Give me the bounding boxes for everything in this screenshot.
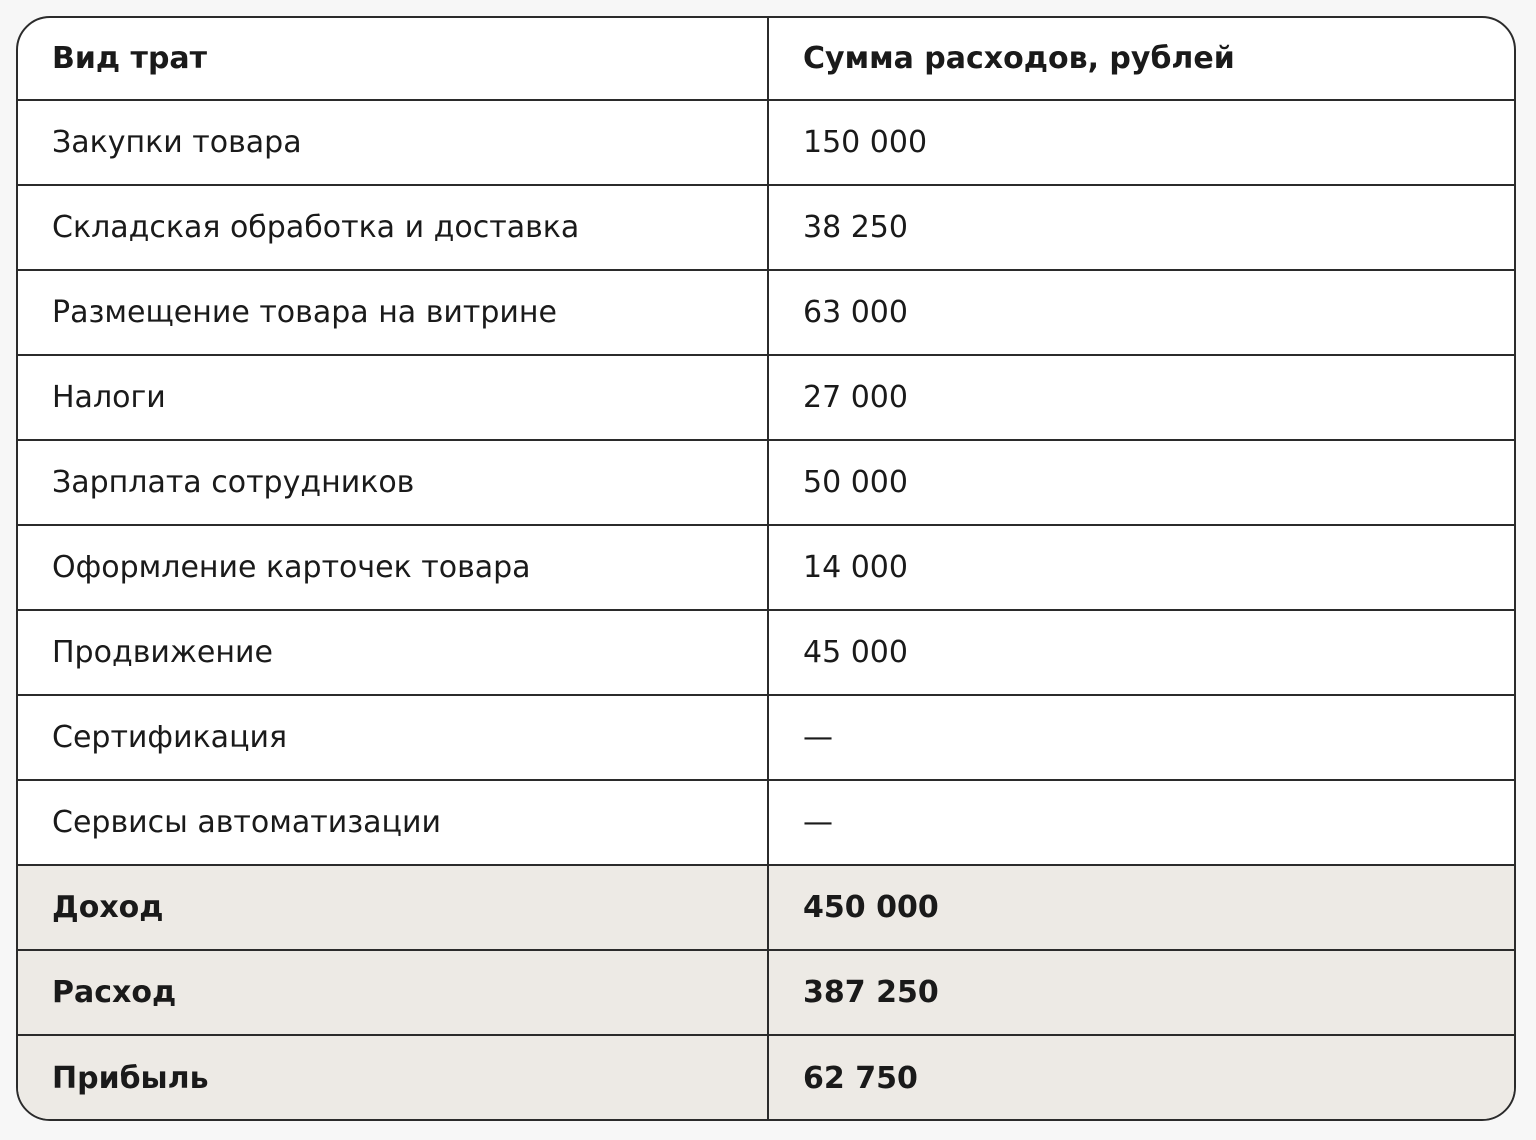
table-row: [18, 185, 1514, 270]
row-value: 63 000: [768, 270, 1514, 355]
table-row: [18, 100, 1514, 185]
table-row: [18, 440, 1514, 525]
total-row-expense: [18, 950, 1514, 1035]
table-row: [18, 525, 1514, 610]
row-label: Закупки товара: [18, 100, 768, 185]
row-label: Размещение товара на витрине: [18, 270, 768, 355]
row-value: 14 000: [768, 525, 1514, 610]
expenses-table-container: [16, 16, 1516, 1121]
row-value: 27 000: [768, 355, 1514, 440]
table-header-row: [18, 18, 1514, 100]
row-value: —: [768, 780, 1514, 865]
expenses-table: [18, 18, 1514, 1120]
total-label: Прибыль: [18, 1035, 768, 1120]
row-value: 150 000: [768, 100, 1514, 185]
row-label: Продвижение: [18, 610, 768, 695]
total-label: Доход: [18, 865, 768, 950]
total-row-profit: [18, 1035, 1514, 1120]
total-value: 387 250: [768, 950, 1514, 1035]
row-value: 50 000: [768, 440, 1514, 525]
row-label: Оформление карточек товара: [18, 525, 768, 610]
column-header-amount: Сумма расходов, рублей: [768, 18, 1514, 100]
table-row: [18, 695, 1514, 780]
row-label: Сервисы автоматизации: [18, 780, 768, 865]
column-header-expense-type: Вид трат: [18, 18, 768, 100]
row-label: Зарплата сотрудников: [18, 440, 768, 525]
table-row: [18, 270, 1514, 355]
total-value: 62 750: [768, 1035, 1514, 1120]
row-label: Налоги: [18, 355, 768, 440]
table-row: [18, 780, 1514, 865]
row-value: 45 000: [768, 610, 1514, 695]
total-value: 450 000: [768, 865, 1514, 950]
row-label: Сертификация: [18, 695, 768, 780]
total-label: Расход: [18, 950, 768, 1035]
row-value: 38 250: [768, 185, 1514, 270]
row-value: —: [768, 695, 1514, 780]
table-row: [18, 355, 1514, 440]
table-row: [18, 610, 1514, 695]
total-row-income: [18, 865, 1514, 950]
row-label: Складская обработка и доставка: [18, 185, 768, 270]
